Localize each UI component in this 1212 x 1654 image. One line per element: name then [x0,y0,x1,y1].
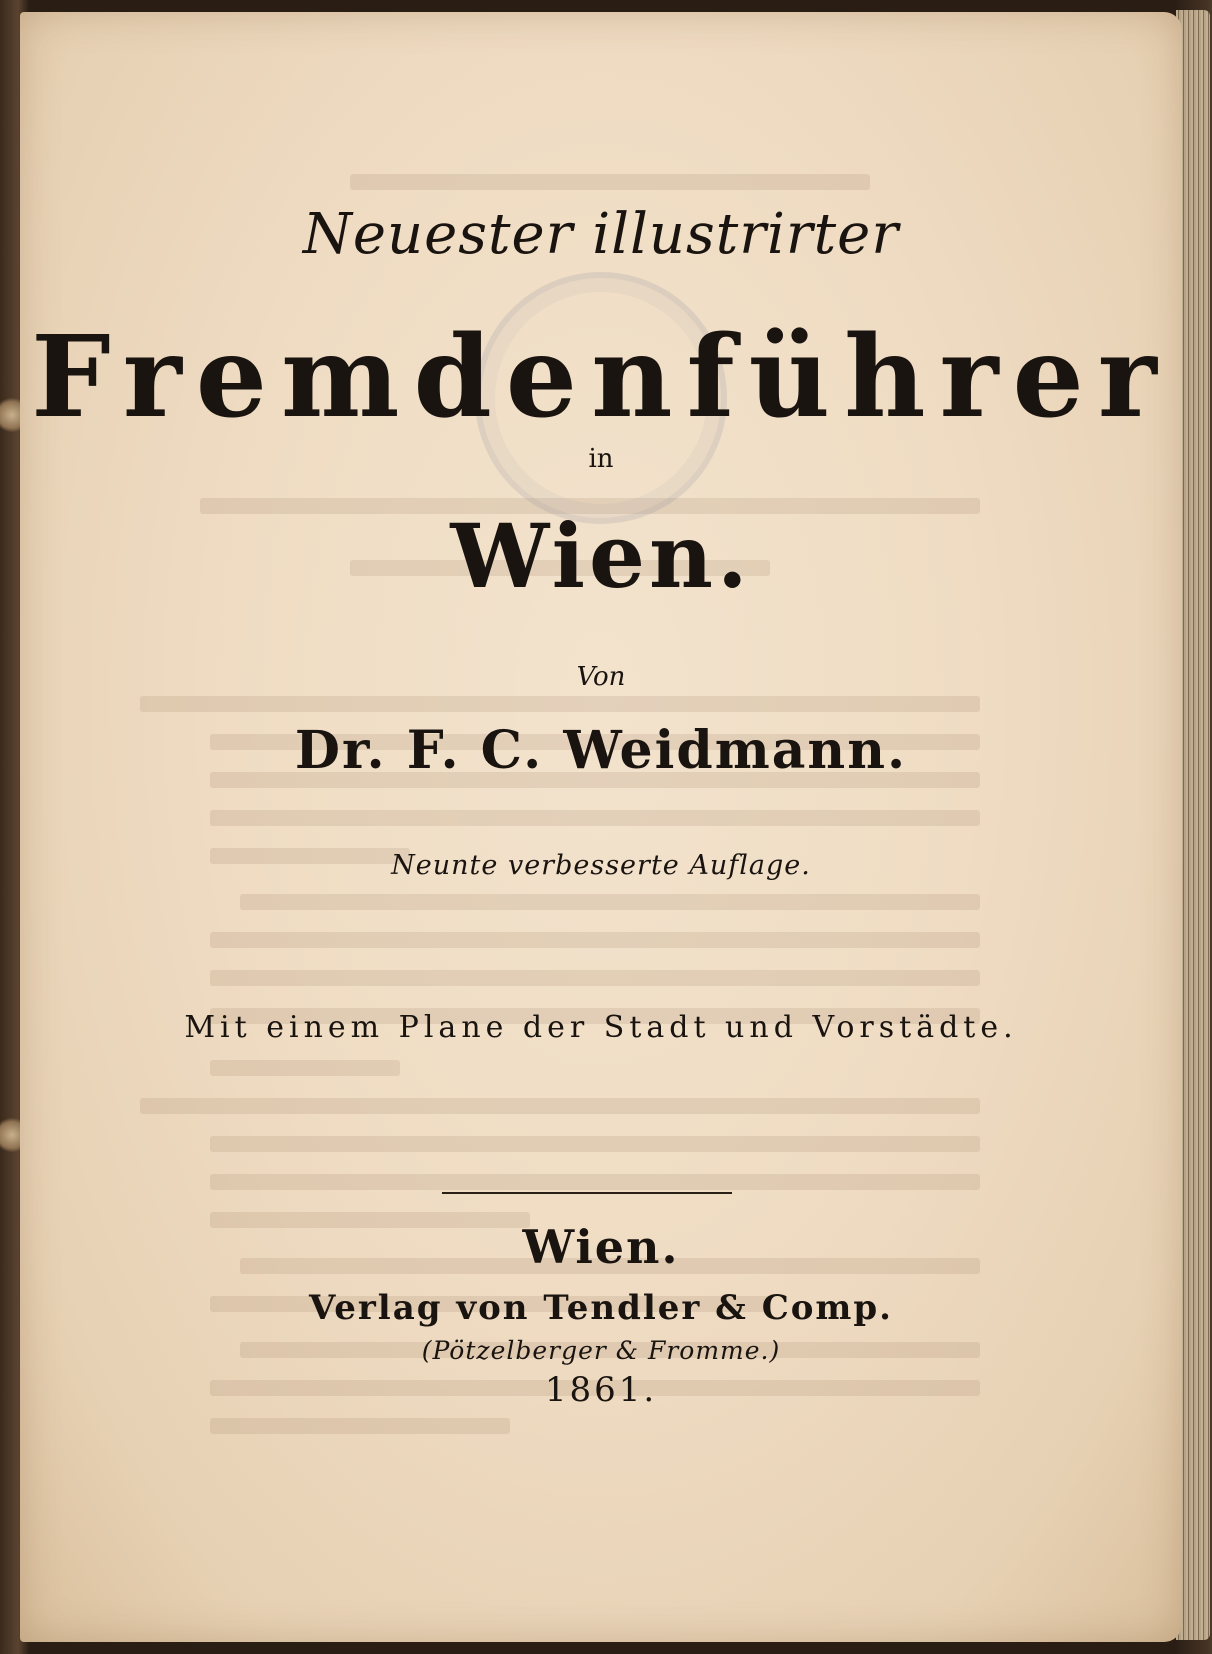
map-note: Mit einem Plane der Stadt und Vorstädte. [184,1010,1018,1045]
divider-rule [442,1192,732,1194]
by-label: Von [576,662,626,692]
author-name: Dr. F. C. Weidmann. [294,720,908,781]
title-city: Wien. [450,504,752,608]
edition-statement: Neunte verbesserte Auflage. [391,850,811,881]
title-line-1: Neuester illustrirter [302,202,900,267]
publisher-partners: (Pötzelberger & Fromme.) [421,1336,781,1365]
title-page [20,12,1182,1642]
title-page-content [20,12,1182,1642]
publication-year: 1861. [544,1370,658,1410]
title-preposition: in [588,444,614,474]
publisher-name: Verlag von Tendler & Comp. [308,1288,894,1328]
main-title: Fremdenführer [31,312,1171,443]
publication-place: Wien. [522,1220,680,1274]
